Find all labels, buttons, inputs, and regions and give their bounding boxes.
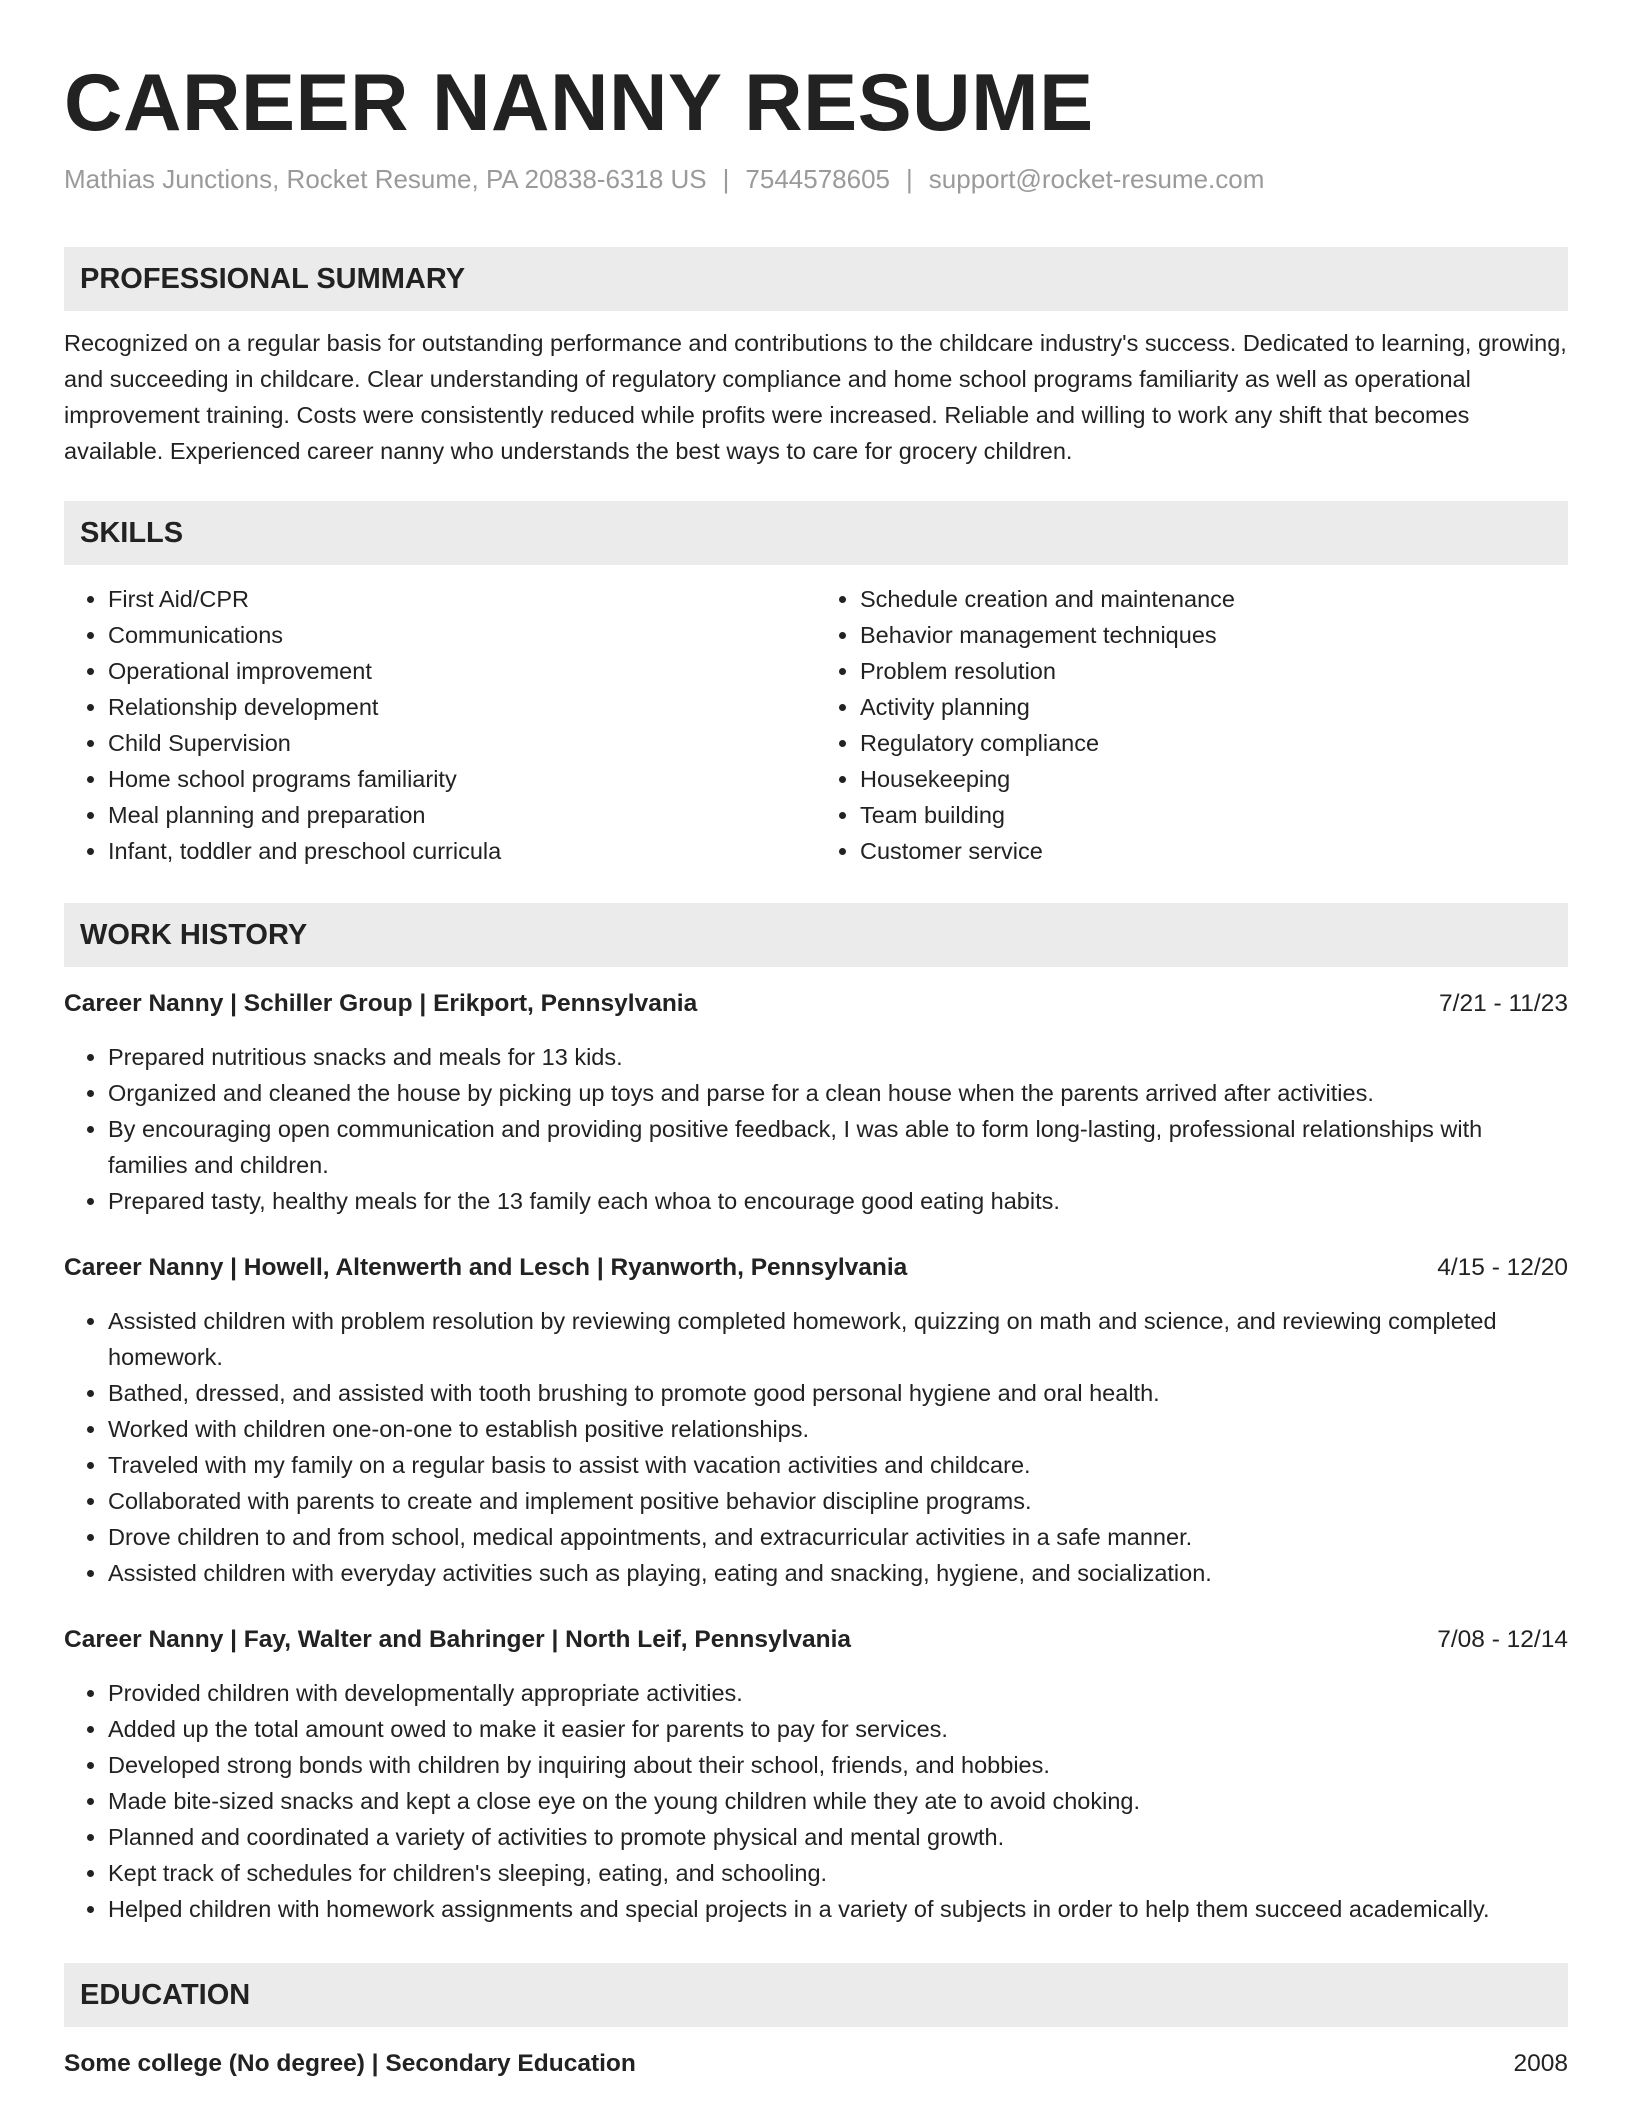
- job-bullet: • Prepared nutritious snacks and meals for 13 kids.: [108, 1039, 1568, 1075]
- skill-item: • Communications: [108, 617, 816, 653]
- skills-column-left: [64, 581, 816, 869]
- skill-item: • Infant, toddler and preschool curricula: [108, 833, 816, 869]
- contact-separator: |: [722, 164, 730, 194]
- job-title: Career Nanny | Schiller Group | Erikport, Pennsylvania: [64, 990, 698, 1017]
- job-header: [64, 1623, 1568, 1657]
- skill-item: • Team building: [860, 797, 1568, 833]
- contact-email: support@rocket-resume.com: [928, 164, 1265, 194]
- job-bullet: • Collaborated with parents to create and implement positive behavior discipline programs.: [108, 1483, 1568, 1519]
- job-title: Career Nanny | Howell, Altenwerth and Lesch | Ryanworth, Pennsylvania: [64, 1254, 908, 1281]
- job-bullet: • Assisted children with problem resolution by reviewing completed homework, quizzing on math and science, and reviewing completed homework.: [108, 1303, 1568, 1375]
- skill-item: • Housekeeping: [860, 761, 1568, 797]
- education-entry: [64, 2047, 1568, 2081]
- resume-page: [64, 58, 1568, 2081]
- education-degree: Some college (No degree) | Secondary Education: [64, 2050, 636, 2077]
- skill-item: • Schedule creation and maintenance: [860, 581, 1568, 617]
- section-heading-summary: PROFESSIONAL SUMMARY: [64, 247, 1568, 311]
- job-entry: [64, 987, 1568, 1219]
- skill-item: • Problem resolution: [860, 653, 1568, 689]
- job-header: [64, 1251, 1568, 1285]
- job-bullet: • Provided children with developmentally appropriate activities.: [108, 1675, 1568, 1711]
- job-bullet: • By encouraging open communication and providing positive feedback, I was able to form long-lasting, professional relationships with families and children.: [108, 1111, 1568, 1183]
- job-bullet: • Bathed, dressed, and assisted with tooth brushing to promote good personal hygiene and oral health.: [108, 1375, 1568, 1411]
- job-bullet: • Developed strong bonds with children by inquiring about their school, friends, and hobbies.: [108, 1747, 1568, 1783]
- job-entry: [64, 1623, 1568, 1927]
- job-title: Career Nanny | Fay, Walter and Bahringer | North Leif, Pennsylvania: [64, 1626, 852, 1653]
- contact-separator: |: [906, 164, 913, 194]
- skill-item: • Behavior management techniques: [860, 617, 1568, 653]
- section-heading-work-history: WORK HISTORY: [64, 903, 1568, 967]
- skill-item: • Customer service: [860, 833, 1568, 869]
- job-dates: 7/21 - 11/23: [1439, 990, 1568, 1017]
- job-bullets: [64, 1039, 1568, 1219]
- job-bullet: • Helped children with homework assignments and special projects in a variety of subjects in order to help them succeed academically.: [108, 1891, 1568, 1927]
- job-bullet: • Organized and cleaned the house by picking up toys and parse for a clean house when the parents arrived after activities.: [108, 1075, 1568, 1111]
- skills-column-right: [816, 581, 1568, 869]
- job-bullet: • Added up the total amount owed to make it easier for parents to pay for services.: [108, 1711, 1568, 1747]
- job-header: [64, 987, 1568, 1021]
- job-bullet: • Planned and coordinated a variety of activities to promote physical and mental growth.: [108, 1819, 1568, 1855]
- skill-item: • First Aid/CPR: [108, 581, 816, 617]
- job-bullets: [64, 1303, 1568, 1591]
- job-bullet: • Traveled with my family on a regular basis to assist with vacation activities and childcare.: [108, 1447, 1568, 1483]
- job-bullet: • Assisted children with everyday activities such as playing, eating and snacking, hygiene, and socialization.: [108, 1555, 1568, 1591]
- section-heading-education: EDUCATION: [64, 1963, 1568, 2027]
- skill-item: • Activity planning: [860, 689, 1568, 725]
- job-bullet: • Worked with children one-on-one to establish positive relationships.: [108, 1411, 1568, 1447]
- skill-item: • Child Supervision: [108, 725, 816, 761]
- skills-list: [64, 581, 1568, 869]
- skill-item: • Operational improvement: [108, 653, 816, 689]
- job-bullet: • Kept track of schedules for children's sleeping, eating, and schooling.: [108, 1855, 1568, 1891]
- education-year: 2008: [1513, 2050, 1568, 2077]
- section-heading-skills: SKILLS: [64, 501, 1568, 565]
- skill-item: • Relationship development: [108, 689, 816, 725]
- job-dates: 4/15 - 12/20: [1437, 1254, 1568, 1281]
- contact-line: [64, 162, 1568, 196]
- skill-item: • Home school programs familiarity: [108, 761, 816, 797]
- job-dates: 7/08 - 12/14: [1437, 1626, 1568, 1653]
- contact-phone: 7544578605: [745, 164, 891, 194]
- job-bullet: • Drove children to and from school, medical appointments, and extracurricular activities in a safe manner.: [108, 1519, 1568, 1555]
- summary-text: Recognized on a regular basis for outstanding performance and contributions to the childcare industry's success. Dedicated to learning, growing, and succeeding in childcare. Clear understanding of regulatory compliance and home school programs familiarity as well as operational improvement training. Costs were consistently reduced while profits were increased. Reliable and willing to work any shift that becomes available. Experienced career nanny who understands the best ways to care for grocery children.: [64, 330, 1567, 464]
- skill-item: • Meal planning and preparation: [108, 797, 816, 833]
- contact-address: Mathias Junctions, Rocket Resume, PA 20838-6318 US: [64, 164, 707, 194]
- job-bullet: • Prepared tasty, healthy meals for the 13 family each whoa to encourage good eating habits.: [108, 1183, 1568, 1219]
- job-bullet: • Made bite-sized snacks and kept a close eye on the young children while they ate to avoid choking.: [108, 1783, 1568, 1819]
- job-entry: [64, 1251, 1568, 1591]
- resume-title: CAREER NANNY RESUME: [64, 58, 1094, 148]
- job-bullets: [64, 1675, 1568, 1927]
- work-history-list: [64, 987, 1568, 1927]
- skill-item: • Regulatory compliance: [860, 725, 1568, 761]
